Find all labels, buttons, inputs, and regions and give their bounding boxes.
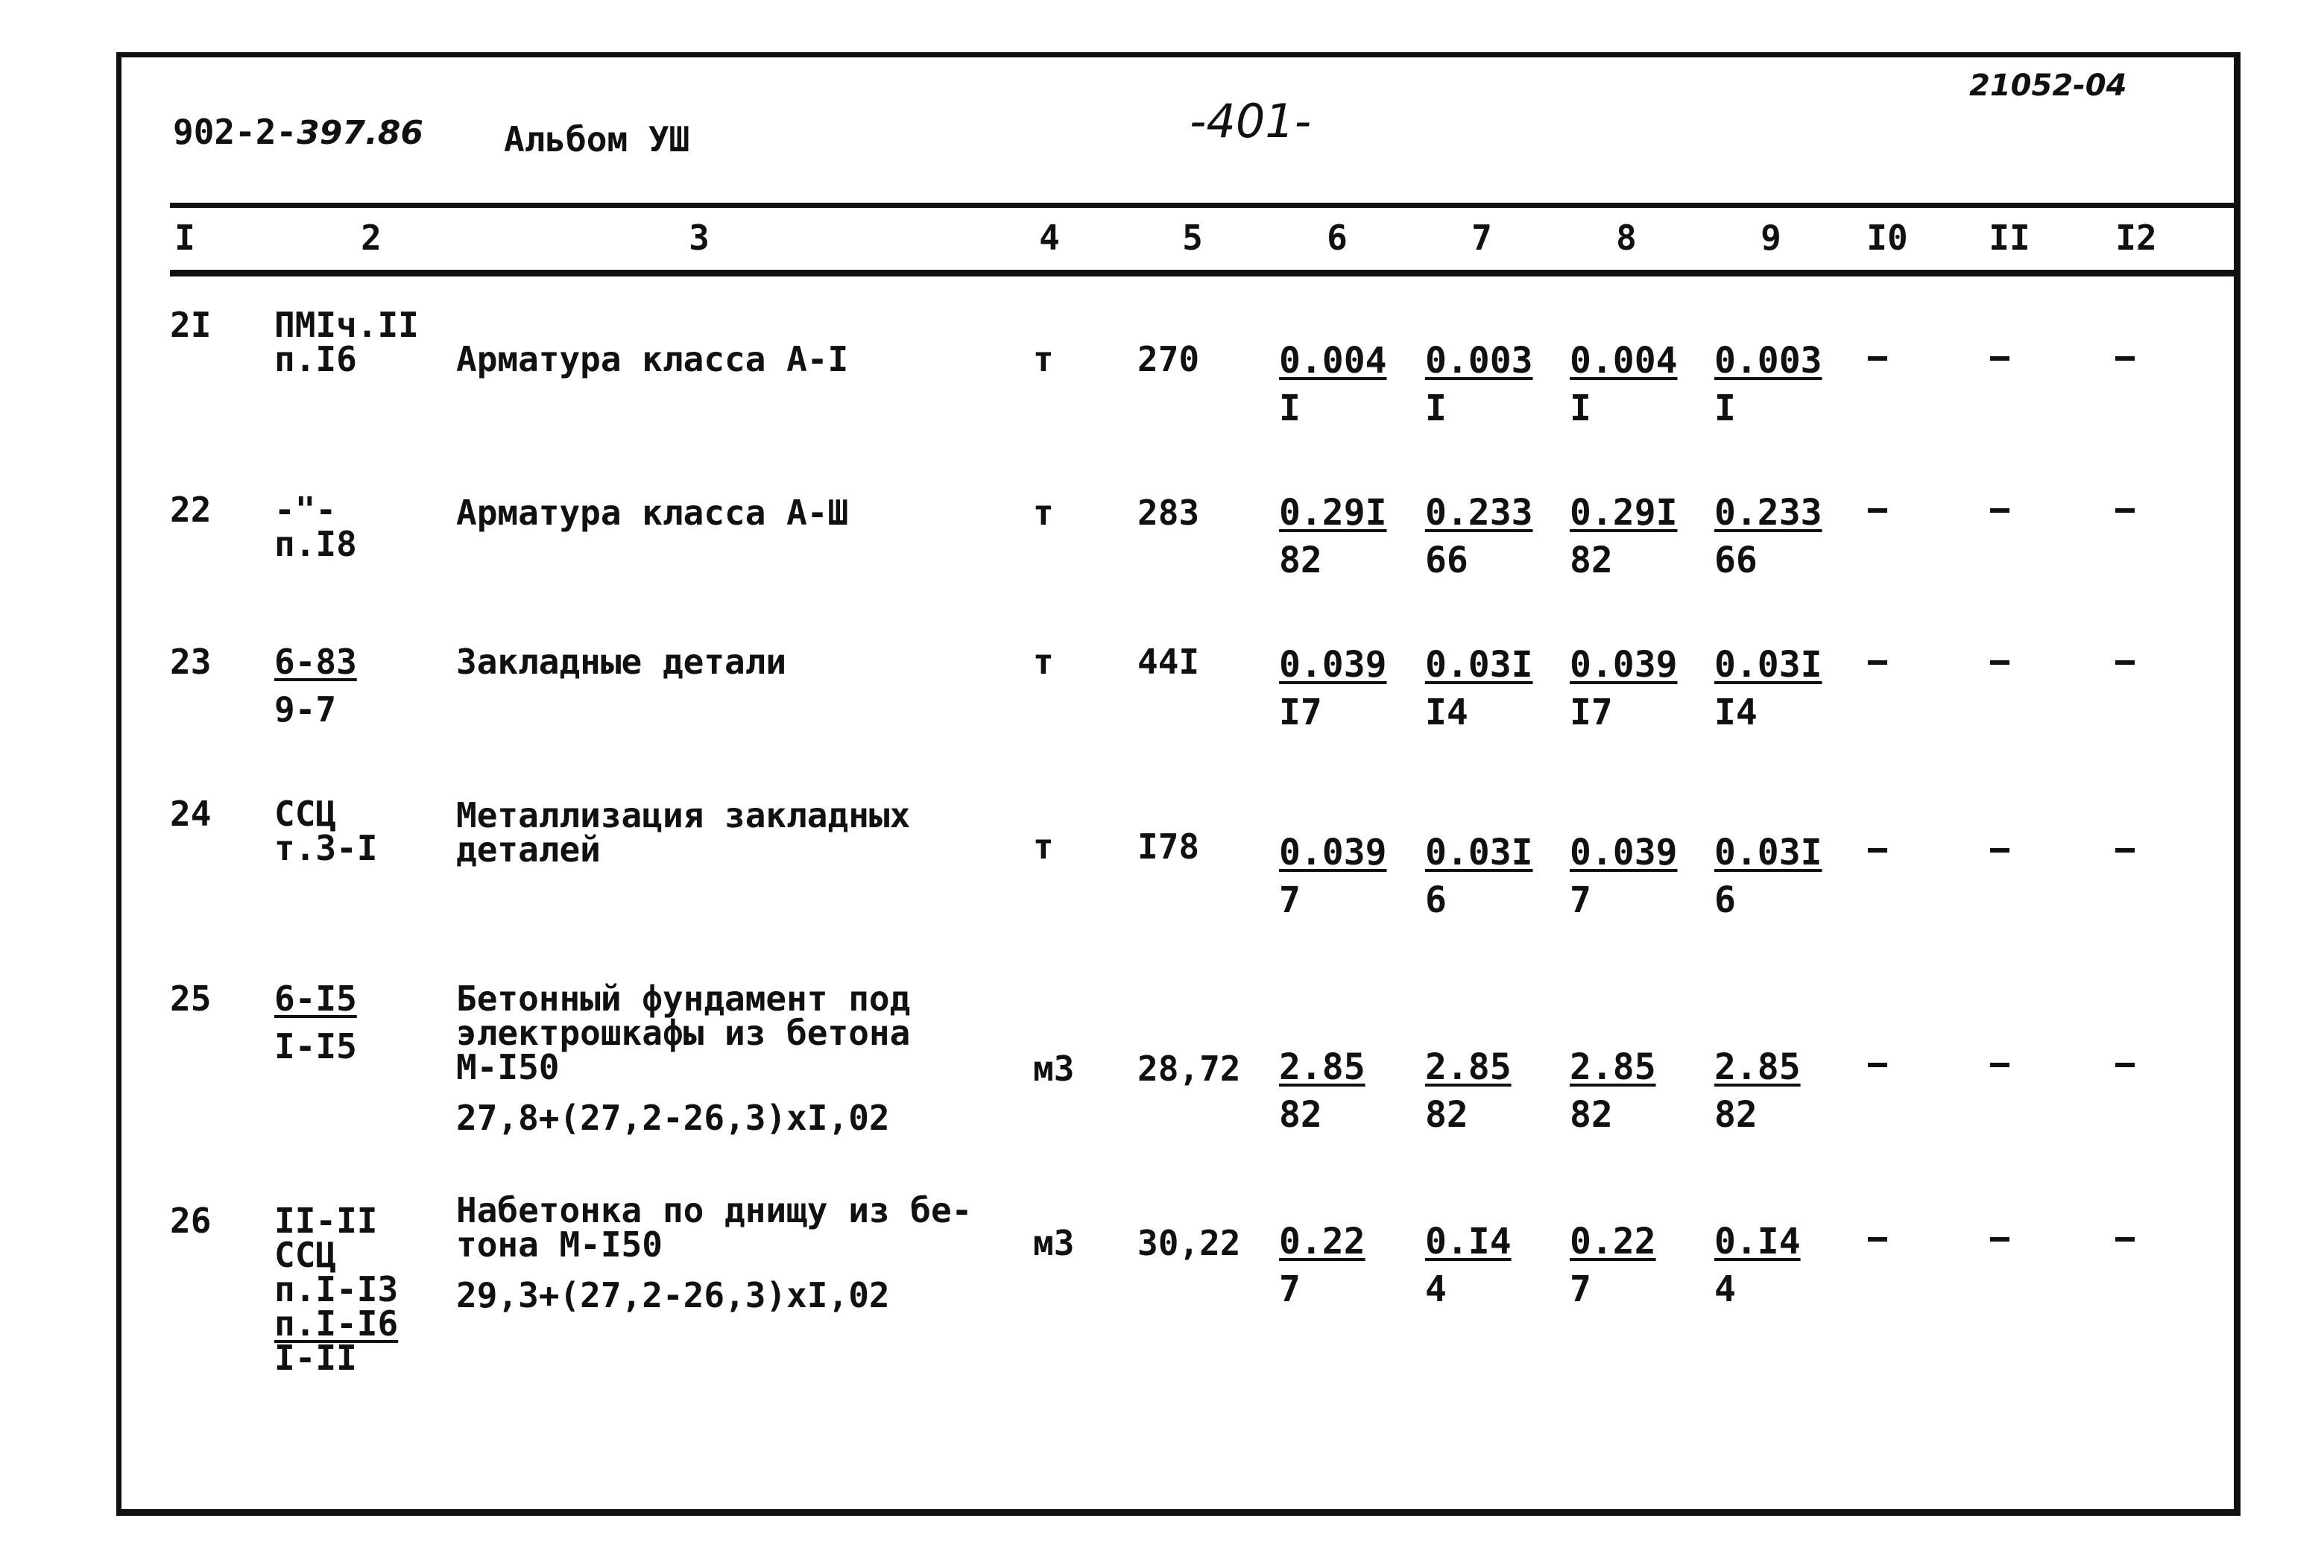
quantity-cell: 283 (1137, 493, 1200, 533)
value-top: 0.003 (1425, 340, 1533, 382)
value-top: 2.85 (1279, 1046, 1365, 1088)
row-number: 26 (170, 1201, 212, 1241)
value-bottom: 7 (1279, 879, 1301, 921)
reference-line: II-II (274, 1201, 378, 1241)
empty-dash-mark (1990, 1063, 2009, 1067)
value-bottom: I (1570, 388, 1591, 429)
value-bottom: 82 (1714, 1094, 1758, 1136)
value-pair (1570, 1043, 1656, 1139)
empty-dash-mark (1990, 508, 2009, 513)
reference-line: п.I6 (274, 339, 357, 379)
value-bottom: I (1425, 388, 1447, 429)
column-number: 2 (361, 218, 382, 258)
value-bottom: 66 (1425, 540, 1468, 581)
unit-cell: т (1033, 339, 1054, 379)
header-bottom-rule (170, 270, 2238, 276)
empty-dash-mark (2115, 356, 2135, 361)
column-number: 9 (1761, 218, 1781, 258)
reference-line: 6-I5 (274, 979, 357, 1019)
item-name-line: Арматура класса А-Ш (456, 493, 849, 533)
item-name-line: М-I50 (456, 1047, 560, 1087)
value-pair (1714, 829, 1822, 924)
value-pair (1570, 641, 1678, 736)
value-pair (1425, 337, 1533, 432)
item-name-line: деталей (456, 829, 601, 870)
reference-line: ССЦ (274, 794, 337, 834)
item-name-line: Закладные детали (456, 642, 787, 682)
value-pair (1570, 489, 1678, 584)
value-bottom: 82 (1425, 1094, 1468, 1136)
value-bottom: I7 (1279, 692, 1322, 733)
empty-dash-mark (2115, 508, 2135, 513)
row-number: 25 (170, 979, 212, 1019)
reference-line: I-I5 (274, 1026, 357, 1066)
quantity-cell: 270 (1137, 339, 1200, 379)
value-pair (1279, 1218, 1365, 1313)
value-bottom: 4 (1714, 1268, 1736, 1310)
value-top: 0.I4 (1425, 1221, 1512, 1262)
column-number: I0 (1866, 218, 1908, 258)
item-name-line: электрошкафы из бетона (456, 1013, 911, 1053)
value-bottom: I (1714, 388, 1736, 429)
row-number: 22 (170, 490, 212, 530)
value-pair (1279, 641, 1387, 736)
value-top: 0.004 (1570, 340, 1678, 382)
value-pair (1279, 337, 1387, 432)
quantity-cell: 44I (1137, 642, 1200, 682)
empty-dash-mark (1868, 848, 1887, 853)
column-number: 6 (1327, 218, 1348, 258)
item-name-line: 27,8+(27,2-26,3)хI,02 (456, 1098, 890, 1138)
item-name-line: Набетонка по днищу из бе- (456, 1190, 973, 1230)
value-top: 0.039 (1279, 832, 1387, 873)
value-top: 0.039 (1570, 832, 1678, 873)
empty-dash-mark (2115, 848, 2135, 853)
column-number: I (174, 218, 195, 258)
value-top: 0.039 (1279, 644, 1387, 686)
column-number: 3 (689, 218, 710, 258)
row-number: 2I (170, 305, 212, 345)
value-top: 0.22 (1570, 1221, 1656, 1262)
empty-dash-mark (1868, 356, 1887, 361)
value-pair (1425, 1043, 1512, 1139)
value-bottom: 6 (1425, 879, 1447, 921)
value-top: 0.233 (1425, 492, 1533, 534)
quantity-cell: 30,22 (1137, 1223, 1241, 1263)
reference-line: т.3-I (274, 828, 378, 868)
sheet-number: 21052-04 (1969, 69, 2127, 103)
value-top: 0.03I (1425, 644, 1533, 686)
value-pair (1714, 337, 1822, 432)
row-number: 23 (170, 642, 212, 682)
value-pair (1714, 1043, 1801, 1139)
value-pair (1714, 1218, 1801, 1313)
document-code-printed: 902-2- (173, 112, 297, 152)
empty-dash-mark (1990, 356, 2009, 361)
column-number: 4 (1039, 218, 1060, 258)
unit-cell: т (1033, 826, 1054, 867)
reference-line: 9-7 (274, 689, 337, 730)
value-pair (1425, 1218, 1512, 1313)
column-number: 7 (1471, 218, 1492, 258)
value-top: 0.004 (1279, 340, 1387, 382)
value-pair (1714, 641, 1822, 736)
value-top: 2.85 (1570, 1046, 1656, 1088)
value-bottom: 4 (1425, 1268, 1447, 1310)
value-top: 0.039 (1570, 644, 1678, 686)
empty-dash-mark (1868, 508, 1887, 513)
value-top: 0.29I (1570, 492, 1678, 534)
value-pair (1425, 489, 1533, 584)
column-number: II (1989, 218, 2030, 258)
value-bottom: 82 (1279, 540, 1322, 581)
value-pair (1570, 337, 1678, 432)
reference-line: п.I-I3 (274, 1269, 399, 1309)
value-bottom: 66 (1714, 540, 1758, 581)
page-number: -401- (1190, 94, 1312, 148)
value-bottom: 7 (1570, 879, 1591, 921)
value-bottom: I4 (1714, 692, 1758, 733)
value-pair (1279, 829, 1387, 924)
value-top: 2.85 (1425, 1046, 1512, 1088)
empty-dash-mark (1990, 1237, 2009, 1242)
quantity-cell: I78 (1137, 826, 1200, 867)
value-pair (1279, 489, 1387, 584)
value-top: 0.233 (1714, 492, 1822, 534)
reference-line: п.I-I6 (274, 1303, 399, 1344)
value-top: 0.03I (1714, 644, 1822, 686)
value-bottom: 7 (1570, 1268, 1591, 1310)
value-top: 0.03I (1714, 832, 1822, 873)
reference-line: -"- (274, 490, 337, 530)
album-label: Альбом УШ (504, 119, 690, 159)
empty-dash-mark (1868, 660, 1887, 665)
unit-cell: т (1033, 642, 1054, 682)
value-top: 0.003 (1714, 340, 1822, 382)
column-number: 8 (1616, 218, 1637, 258)
column-number: I2 (2115, 218, 2157, 258)
reference-line: 6-83 (274, 642, 357, 682)
header-top-rule (170, 203, 2238, 208)
unit-cell: м3 (1033, 1049, 1075, 1089)
reference-line: I-II (274, 1338, 357, 1378)
value-bottom: 7 (1279, 1268, 1301, 1310)
reference-line: ПМIч.II (274, 305, 419, 345)
document-code (173, 112, 423, 152)
document-code-handwritten: 397.86 (297, 114, 423, 152)
value-pair (1570, 829, 1678, 924)
item-name-line: Бетонный фундамент под (456, 979, 911, 1019)
empty-dash-mark (2115, 660, 2135, 665)
value-pair (1425, 641, 1533, 736)
empty-dash-mark (1990, 660, 2009, 665)
item-name-line: 29,3+(27,2-26,3)хI,02 (456, 1275, 890, 1315)
empty-dash-mark (1868, 1063, 1887, 1067)
item-name-line: Арматура класса А-I (456, 339, 849, 379)
empty-dash-mark (2115, 1063, 2135, 1067)
value-top: 0.29I (1279, 492, 1387, 534)
quantity-cell: 28,72 (1137, 1049, 1241, 1089)
value-bottom: 6 (1714, 879, 1736, 921)
value-top: 0.I4 (1714, 1221, 1801, 1262)
row-number: 24 (170, 794, 212, 834)
unit-cell: т (1033, 493, 1054, 533)
value-top: 2.85 (1714, 1046, 1801, 1088)
value-bottom: 82 (1279, 1094, 1322, 1136)
value-top: 0.22 (1279, 1221, 1365, 1262)
value-pair (1425, 829, 1533, 924)
value-bottom: I (1279, 388, 1301, 429)
item-name-line: тона М-I50 (456, 1224, 663, 1265)
unit-cell: м3 (1033, 1223, 1075, 1263)
reference-line: п.I8 (274, 524, 357, 564)
empty-dash-mark (2115, 1237, 2135, 1242)
value-pair (1279, 1043, 1365, 1139)
empty-dash-mark (1990, 848, 2009, 853)
value-pair (1714, 489, 1822, 584)
value-top: 0.03I (1425, 832, 1533, 873)
value-pair (1570, 1218, 1656, 1313)
value-bottom: 82 (1570, 1094, 1613, 1136)
empty-dash-mark (1868, 1237, 1887, 1242)
reference-line: ССЦ (274, 1235, 337, 1275)
value-bottom: 82 (1570, 540, 1613, 581)
column-number: 5 (1182, 218, 1203, 258)
value-bottom: I4 (1425, 692, 1468, 733)
value-bottom: I7 (1570, 692, 1613, 733)
item-name-line: Металлизация закладных (456, 795, 911, 835)
